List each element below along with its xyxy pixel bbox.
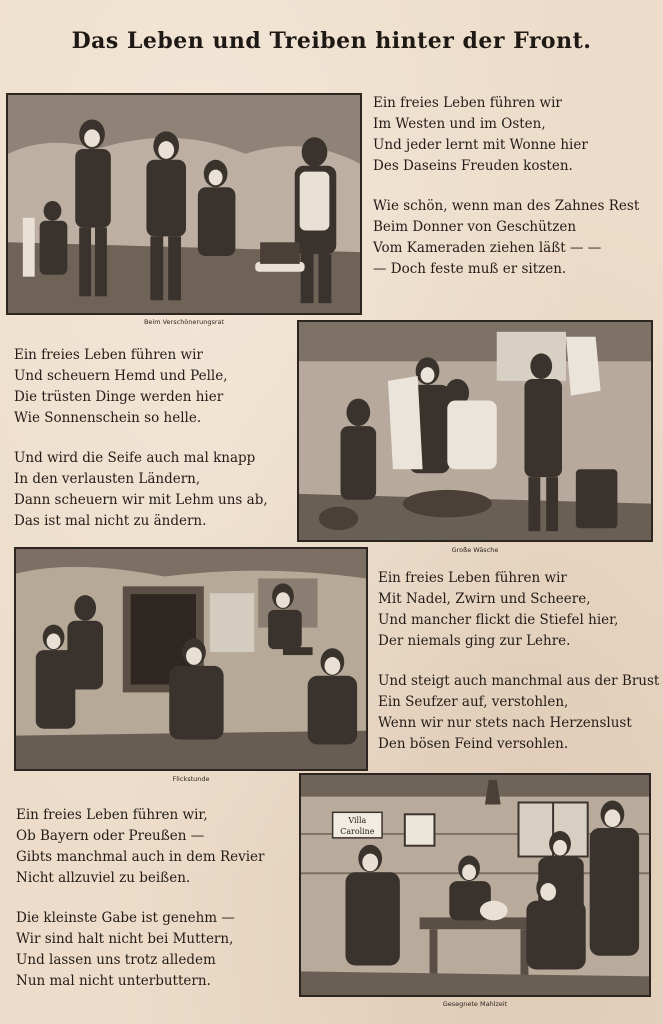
verse-line: Vom Kameraden ziehen läßt — — bbox=[373, 240, 602, 256]
sign-line-1: Villa bbox=[348, 816, 367, 826]
verse-line: Dann scheuern wir mit Lehm uns ab, bbox=[14, 492, 268, 508]
caption-panel-3: Flickstunde bbox=[172, 775, 210, 783]
illustration-gesegnete-mahlzeit bbox=[299, 773, 651, 997]
verse-line: Ein Seufzer auf, verstohlen, bbox=[378, 694, 569, 710]
verse-line: Nun mal nicht unterbuttern. bbox=[16, 973, 211, 989]
caption-panel-4: Gesegnete Mahlzeit bbox=[442, 1000, 508, 1008]
verse-panel-4 bbox=[16, 805, 265, 992]
verse-line: In den verlausten Ländern, bbox=[14, 471, 201, 487]
verse-line: Gibts manchmal auch in dem Revier bbox=[16, 849, 265, 865]
verse-line: Ein freies Leben führen wir bbox=[378, 570, 567, 586]
verse-line: Ein freies Leben führen wir, bbox=[16, 807, 208, 823]
verse-panel-3 bbox=[378, 568, 659, 755]
verse-line: Ob Bayern oder Preußen — bbox=[16, 828, 205, 844]
verse-line: Und wird die Seife auch mal knapp bbox=[14, 450, 256, 466]
verse-line: Ein freies Leben führen wir bbox=[14, 347, 203, 363]
verse-line: Im Westen und im Osten, bbox=[373, 116, 546, 132]
verse-line: Beim Donner von Geschützen bbox=[373, 219, 577, 235]
verse-line: Den bösen Feind versohlen. bbox=[378, 736, 569, 752]
verse-line: Und steigt auch manchmal aus der Brust bbox=[378, 673, 660, 689]
verse-panel-2 bbox=[14, 345, 268, 532]
verse-line: Und mancher flickt die Stiefel hier, bbox=[378, 612, 619, 628]
verse-line: Und scheuern Hemd und Pelle, bbox=[14, 368, 228, 384]
verse-line: — Doch feste muß er sitzen. bbox=[373, 261, 567, 277]
verse-line: Ein freies Leben führen wir bbox=[373, 95, 562, 111]
illustration-grosse-waesche bbox=[297, 320, 653, 542]
verse-line: Die kleinste Gabe ist genehm — bbox=[16, 910, 235, 926]
verse-line: Der niemals ging zur Lehre. bbox=[378, 633, 571, 649]
verse-line: Mit Nadel, Zwirn und Scheere, bbox=[378, 591, 591, 607]
verse-line: Nicht allzuviel zu beißen. bbox=[16, 870, 191, 886]
illustration-flickstunde bbox=[14, 547, 368, 771]
illustration-verschoenerungsrat bbox=[6, 93, 362, 315]
verse-line: Wie schön, wenn man des Zahnes Rest bbox=[373, 198, 640, 214]
verse-line: Wie Sonnenschein so helle. bbox=[14, 410, 202, 426]
verse-line: Die trüsten Dinge werden hier bbox=[14, 389, 224, 405]
verse-line: Wenn wir nur stets nach Herzenslust bbox=[378, 715, 632, 731]
verse-line: Das ist mal nicht zu ändern. bbox=[14, 513, 207, 529]
verse-line: Des Daseins Freuden kosten. bbox=[373, 158, 573, 174]
page-title: Das Leben und Treiben hinter der Front. bbox=[71, 28, 592, 54]
caption-panel-2: Große Wäsche bbox=[451, 546, 499, 554]
verse-panel-1 bbox=[373, 93, 639, 280]
caption-panel-1: Beim Verschönerungsrat bbox=[143, 318, 225, 326]
sign-line-2: Caroline bbox=[340, 826, 375, 836]
verse-line: Und lassen uns trotz alledem bbox=[16, 952, 216, 968]
verse-line: Wir sind halt nicht bei Muttern, bbox=[16, 931, 234, 947]
verse-line: Und jeder lernt mit Wonne hier bbox=[373, 137, 588, 153]
